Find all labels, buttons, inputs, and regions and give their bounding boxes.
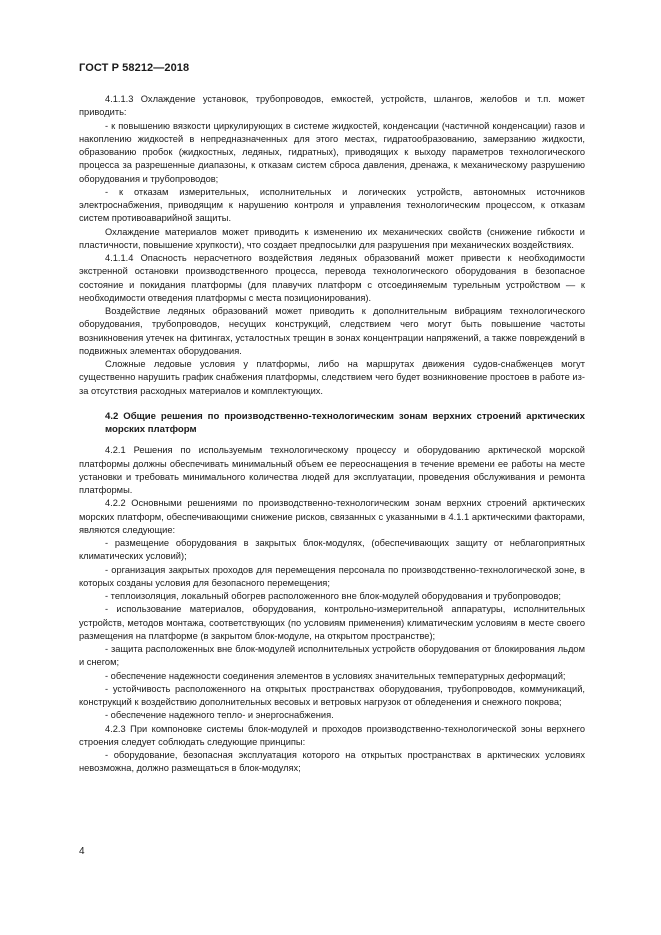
paragraph: 4.2.2 Основными решениями по производственно-технологическим зонам верхних строений арктических морских платформ, обеспечивающими снижение рисков, связанных с указанными в 4.1.1 арктическими факторами, являются следующие:	[79, 498, 585, 535]
paragraph: - обеспечение надежного тепло- и энергоснабжения.	[105, 710, 334, 721]
paragraph: - к повышению вязкости циркулирующих в системе жидкостей, конденсации (частичной конденсации) газов и накоплению жидкостей в непредназначенных для этого местах, гидратообразованию, замерзанию жидкости, образованию пробок (жидкостных, ледяных, гидратных), приводящих к выходу параметров технологического процесса за разрешенные диапазоны, к отказам систем сброса давления, дренажа, к механическому разрушению оборудования и трубопроводов;	[79, 120, 585, 184]
paragraph: - теплоизоляция, локальный обогрев расположенного вне блок-модулей оборудования и трубопроводов;	[105, 591, 561, 601]
paragraph: - оборудование, безопасная эксплуатация которого на открытых пространствах в арктических условиях невозможна, должно размещаться в блок-модулях;	[79, 750, 585, 774]
paragraph: - организация закрытых проходов для перемещения персонала по производственно-технологической зоне, в которых созданы условия для безопасного перемещения;	[79, 564, 585, 588]
page-number: 4	[79, 846, 85, 857]
clause-4-2-block	[79, 444, 585, 775]
paragraph: - использование материалов, оборудования, контрольно-измерительной аппаратуры, исполнительных устройств, методов монтажа, соответствующих (по условиям применения) климатическим условиям в месте своего размещения на платформе (в закрытом блок-модуле, на открытом пространстве);	[79, 604, 585, 641]
document-body	[79, 93, 585, 776]
document-code-header: ГОСТ Р 58212—2018	[79, 62, 190, 74]
paragraph: - устойчивость расположенного на открытых пространствах оборудования, трубопроводов, коммуникаций, конструкций к воздействию дополнительных весовых и ветровых нагрузок от обледенения и снежного покрова;	[79, 683, 585, 707]
paragraph: - защита расположенных вне блок-модулей исполнительных устройств оборудования от блокирования льдом и снегом;	[79, 644, 585, 668]
paragraph: - обеспечение надежности соединения элементов в условиях значительных температурных деформаций;	[105, 670, 566, 681]
paragraph: - к отказам измерительных, исполнительных и логических устройств, автономных источников электроснабжения, приводящим к нарушению контроля и управления технологическим процессом, к отказам систем противоаварийной защиты.	[79, 186, 585, 224]
paragraph: Сложные ледовые условия у платформы, либо на маршрутах движения судов-снабженцев могут существенно нарушить график снабжения платформы, следствием чего будет возникновение простоев в работе из-за отсутствия расходных материалов и комплектующих.	[79, 359, 585, 396]
paragraph: Воздействие ледяных образований может приводить к дополнительным вибрациям технологического оборудования, трубопроводов, несущих конструкций, следствием чего могут быть повышение частоты возникновения утечек на фитингах, усталостных трещин в зонах концентрации напряжений, а также повреждений в подвижных элементах оборудования.	[79, 306, 585, 356]
paragraph: Охлаждение материалов может приводить к изменению их механических свойств (снижение гибкости и пластичности, повышение хрупкости), что создает предпосылки для разрушения при механических воздействиях.	[79, 226, 585, 250]
clause-4-1-1-block	[79, 93, 585, 398]
paragraph: 4.2.1 Решения по используемым технологическому процессу и оборудованию арктической морской платформы должны обеспечивать минимальный объем ее переоснащения в течение времени ее работы на месте установки и требовать минимального количества людей для эксплуатации, проведения обслуживания и ремонта платформы.	[79, 445, 585, 495]
paragraph: 4.2.3 При компоновке системы блок-модулей и проходов производственно-технологической зоны верхнего строения следует соблюдать следующие принципы:	[79, 723, 585, 747]
paragraph: - размещение оборудования в закрытых блок-модулях, (обеспечивающих защиту от неблагоприятных климатических условий);	[79, 538, 585, 562]
paragraph: 4.1.1.3 Охлаждение установок, трубопроводов, емкостей, устройств, шлангов, желобов и т.п. может приводить:	[79, 94, 585, 118]
paragraph: 4.1.1.4 Опасность нерасчетного воздействия ледяных образований может привести к необходимости экстренной остановки производственного процесса, перевода технологического оборудования в безопасное состояние и покидания платформы (для плавучих платформ с отсоединяемым турельным устройством — к необходимости отведения платформы с места позиционирования).	[79, 253, 585, 303]
section-title-4-2: 4.2 Общие решения по производственно-технологическим зонам верхних строений арктических морских платформ	[105, 410, 585, 435]
